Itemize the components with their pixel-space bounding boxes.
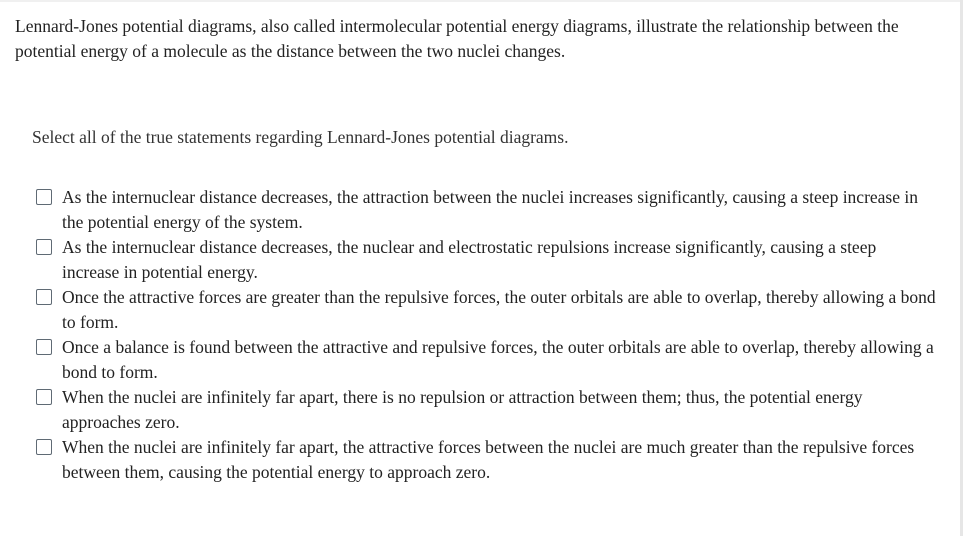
answer-option[interactable] (36, 435, 936, 485)
intro-paragraph: Lennard-Jones potential diagrams, also called intermolecular potential energy diagrams, illustrate the relationship between the potential energy of a molecule as the distance between the two nuclei changes. (15, 16, 899, 61)
answer-option[interactable] (36, 185, 936, 235)
checkbox-icon[interactable] (36, 339, 52, 355)
top-divider (0, 0, 960, 2)
answer-option-label: As the internuclear distance decreases, the attraction between the nuclei increases significantly, causing a steep increase in the potential energy of the system. (62, 187, 918, 232)
answer-option[interactable] (36, 285, 936, 335)
answer-option-label: When the nuclei are infinitely far apart, the attractive forces between the nuclei are much greater than the repulsive forces between them, causing the potential energy to approach zero. (62, 437, 915, 482)
checkbox-icon[interactable] (36, 439, 52, 455)
question-prompt: Select all of the true statements regarding Lennard-Jones potential diagrams. (32, 127, 569, 147)
answer-option-label: When the nuclei are infinitely far apart, there is no repulsion or attraction between them; thus, the potential energy approaches zero. (62, 387, 863, 432)
checkbox-icon[interactable] (36, 189, 52, 205)
answer-option-label: Once a balance is found between the attractive and repulsive forces, the outer orbitals are able to overlap, thereby allowing a bond to form. (62, 337, 934, 382)
checkbox-icon[interactable] (36, 389, 52, 405)
answer-option[interactable] (36, 335, 936, 385)
answer-option[interactable] (36, 385, 936, 435)
answer-option-label: As the internuclear distance decreases, the nuclear and electrostatic repulsions increase significantly, causing a steep increase in potential energy. (62, 237, 877, 282)
answer-option[interactable] (36, 235, 936, 285)
checkbox-icon[interactable] (36, 289, 52, 305)
checkbox-icon[interactable] (36, 239, 52, 255)
answer-option-label: Once the attractive forces are greater than the repulsive forces, the outer orbitals are able to overlap, thereby allowing a bond to form. (62, 287, 936, 332)
answer-options-list (36, 185, 936, 485)
